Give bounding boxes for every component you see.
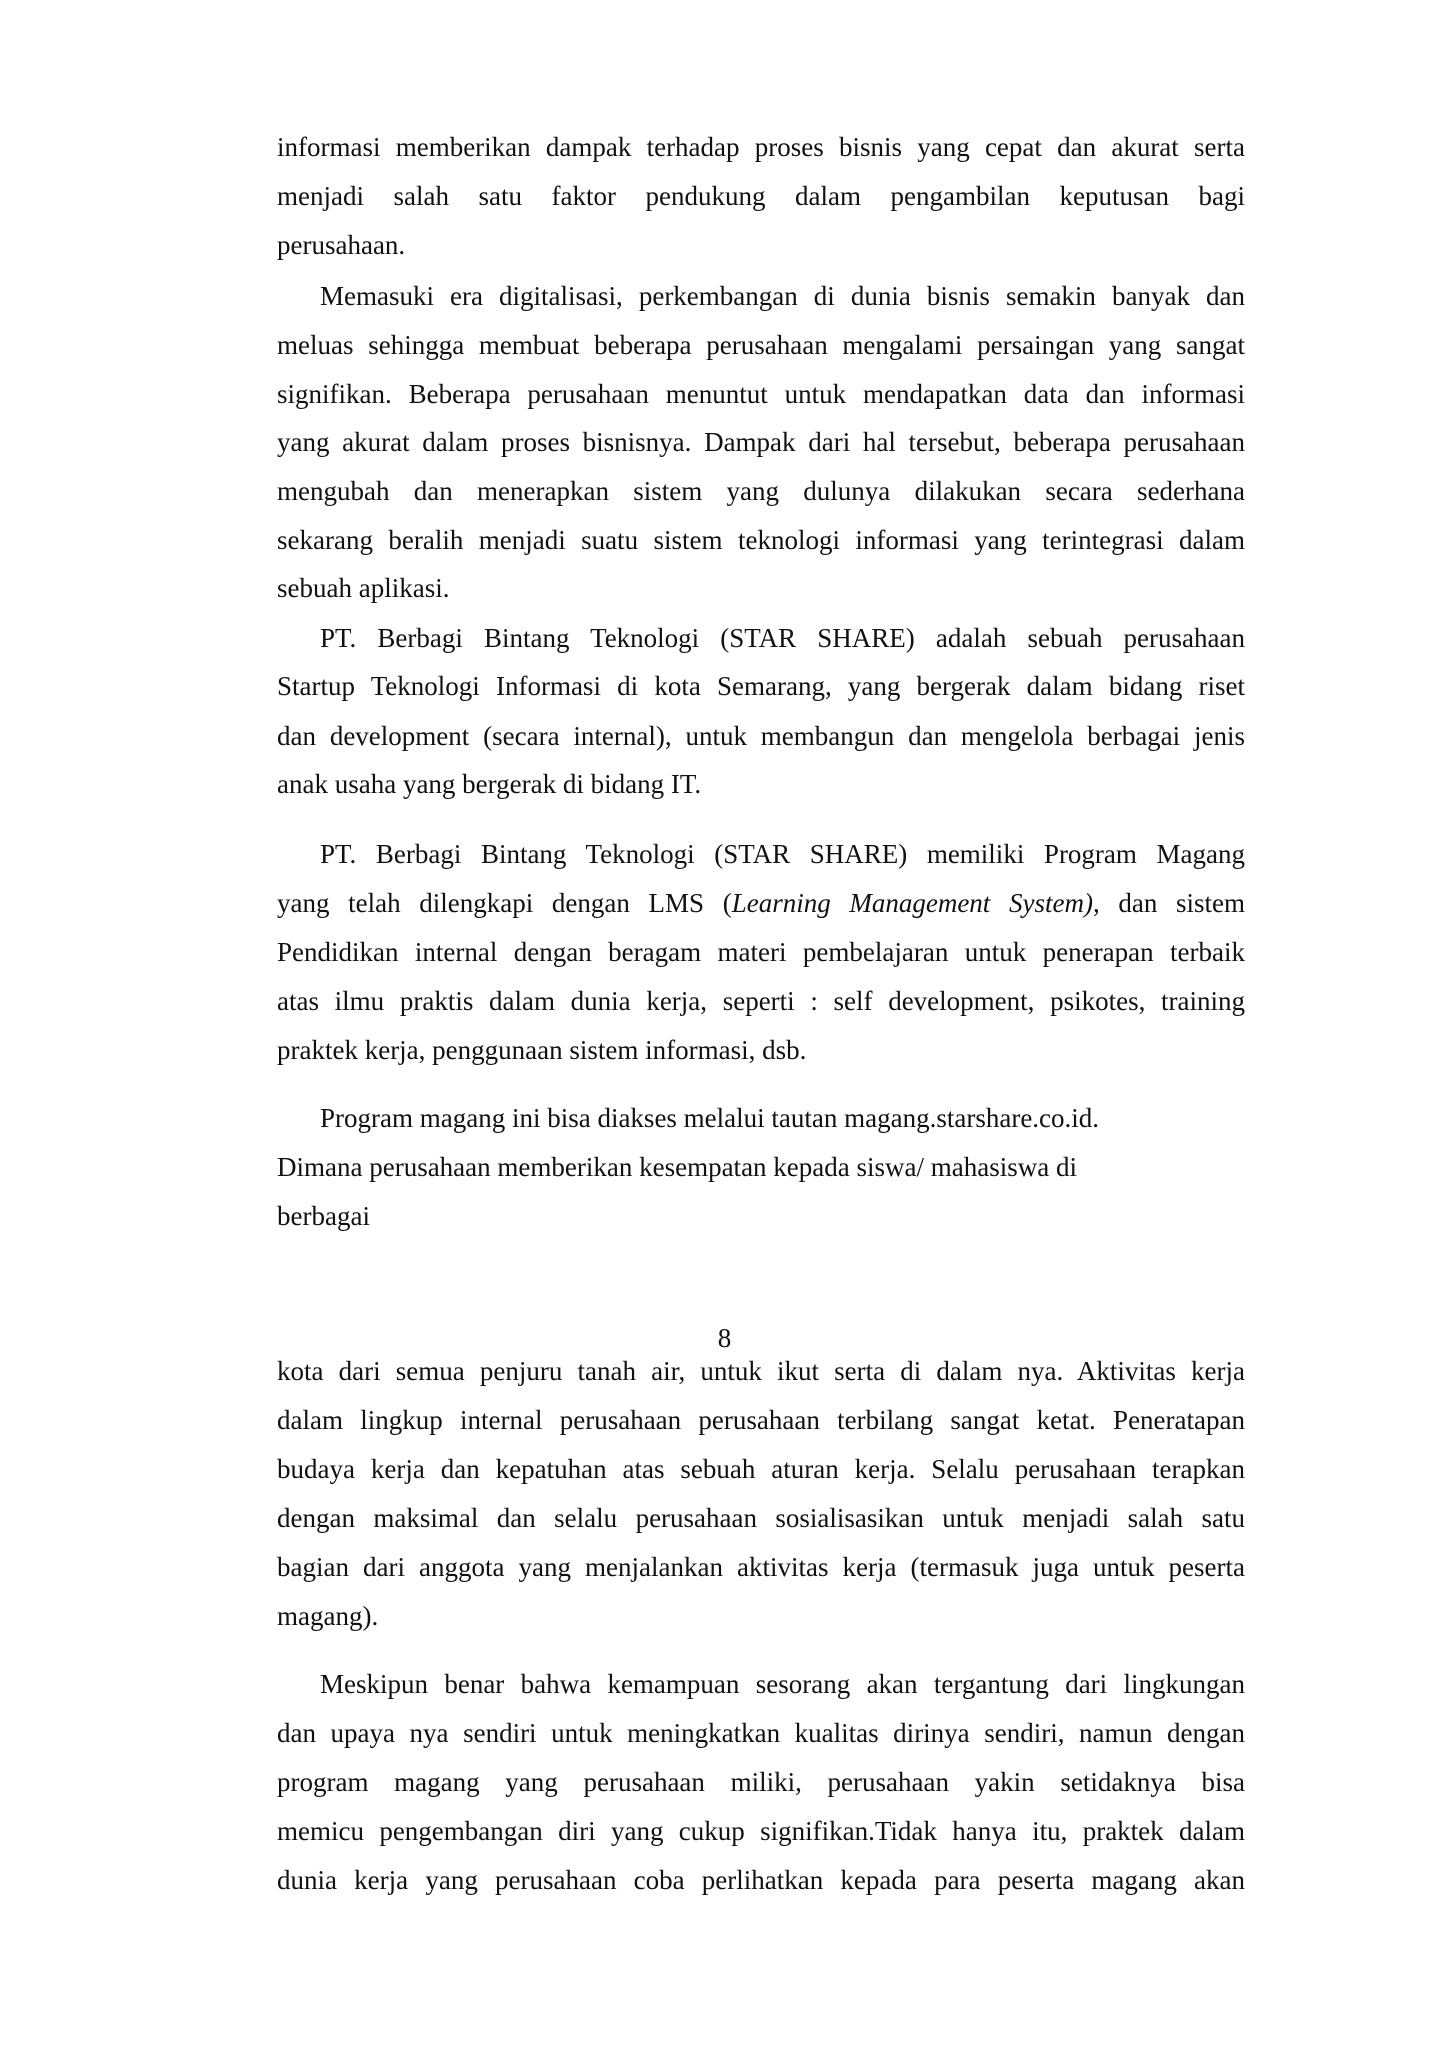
text-line: informasi memberikan dampak terhadap proses bisnis yang cepat dan akurat serta	[277, 132, 1245, 162]
text-line: PT. Berbagi Bintang Teknologi (STAR SHARE) memiliki Program Magang	[320, 839, 1245, 869]
text-line: bagian dari anggota yang menjalankan aktivitas kerja (termasuk juga untuk peserta	[277, 1552, 1245, 1582]
text-line: Dimana perusahaan memberikan kesempatan kepada siswa/ mahasiswa di	[277, 1152, 1077, 1182]
text-line: berbagai	[277, 1201, 370, 1231]
text-line: perusahaan.	[277, 230, 406, 260]
text-line: dalam lingkup internal perusahaan perusahaan terbilang sangat ketat. Peneratapan	[277, 1405, 1245, 1435]
text-line: praktek kerja, penggunaan sistem informasi, dsb.	[277, 1035, 807, 1065]
text-line: Startup Teknologi Informasi di kota Semarang, yang bergerak dalam bidang riset	[277, 671, 1245, 701]
text-line: meluas sehingga membuat beberapa perusahaan mengalami persaingan yang sangat	[277, 330, 1245, 360]
text-line: Meskipun benar bahwa kemampuan sesorang akan tergantung dari lingkungan	[320, 1669, 1245, 1699]
text-line: PT. Berbagi Bintang Teknologi (STAR SHARE) adalah sebuah perusahaan	[320, 623, 1245, 653]
text-line: mengubah dan menerapkan sistem yang dulunya dilakukan secara sederhana	[277, 476, 1245, 506]
text-line: signifikan. Beberapa perusahaan menuntut untuk mendapatkan data dan informasi	[277, 379, 1245, 409]
text-line: dan development (secara internal), untuk membangun dan mengelola berbagai jenis	[277, 721, 1245, 751]
text-line: dengan maksimal dan selalu perusahaan sosialisasikan untuk menjadi salah satu	[277, 1503, 1245, 1533]
text-line: Program magang ini bisa diakses melalui tautan magang.starshare.co.id.	[320, 1103, 1100, 1133]
text-line: budaya kerja dan kepatuhan atas sebuah aturan kerja. Selalu perusahaan terapkan	[277, 1454, 1245, 1484]
text-line: menjadi salah satu faktor pendukung dalam pengambilan keputusan bagi	[277, 181, 1245, 211]
text-line: dan upaya nya sendiri untuk meningkatkan kualitas dirinya sendiri, namun dengan	[277, 1718, 1245, 1748]
text-line: dunia kerja yang perusahaan coba perlihatkan kepada para peserta magang akan	[277, 1865, 1245, 1895]
text-line	[277, 886, 1245, 920]
text-line: memicu pengembangan diri yang cukup signifikan.Tidak hanya itu, praktek dalam	[277, 1816, 1245, 1846]
text-segment: , dan sistem	[1092, 888, 1245, 918]
text-line: program magang yang perusahaan miliki, perusahaan yakin setidaknya bisa	[277, 1767, 1245, 1797]
text-line: Memasuki era digitalisasi, perkembangan di dunia bisnis semakin banyak dan	[320, 281, 1245, 311]
text-line: Pendidikan internal dengan beragam materi pembelajaran untuk penerapan terbaik	[277, 937, 1245, 967]
text-line: yang akurat dalam proses bisnisnya. Dampak dari hal tersebut, beberapa perusahaan	[277, 427, 1245, 457]
text-line: sebuah aplikasi.	[277, 573, 450, 603]
text-line: kota dari semua penjuru tanah air, untuk ikut serta di dalam nya. Aktivitas kerja	[277, 1356, 1245, 1386]
text-line: anak usaha yang bergerak di bidang IT.	[277, 769, 702, 799]
text-line: sekarang beralih menjadi suatu sistem teknologi informasi yang terintegrasi dalam	[277, 525, 1245, 555]
text-line: atas ilmu praktis dalam dunia kerja, seperti : self development, psikotes, training	[277, 986, 1245, 1016]
page-number: 8	[717, 1323, 732, 1353]
text-line: magang).	[277, 1601, 379, 1631]
text-segment: yang telah dilengkapi dengan LMS (	[277, 888, 732, 918]
italic-term: Learning Management System)	[731, 888, 1093, 918]
